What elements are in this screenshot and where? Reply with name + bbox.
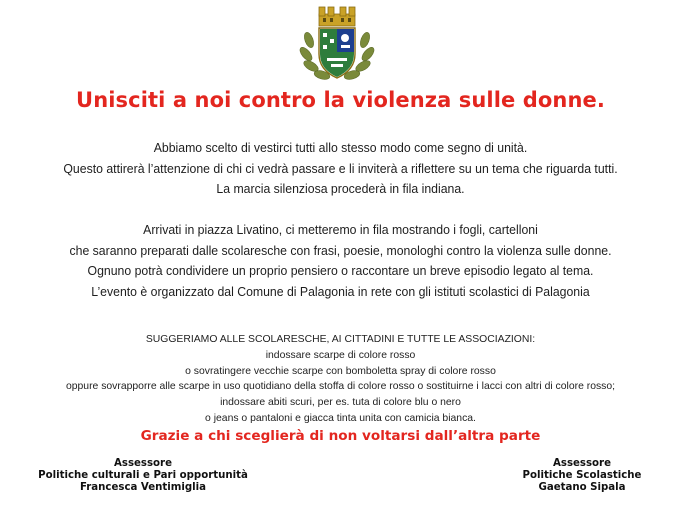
event-line: Arrivati in piazza Livatino, ci metteremo in fila mostrando i fogli, cartelloni [143, 222, 538, 237]
event-line: L’evento è organizzato dal Comune di Palagonia in rete con gli istituti scolastici di Palagonia [91, 283, 590, 299]
suggestions-heading: SUGGERIAMO ALLE SCOLARESCHE, AI CITTADINI E TUTTE LE ASSOCIAZIONI: [145, 334, 536, 345]
signature-role: Assessore [553, 458, 611, 469]
suggestions-block [0, 332, 681, 427]
suggestion-line: o sovratingere vecchie scarpe con bomboletta spray di colore rosso [185, 365, 496, 377]
suggestion-line: oppure sovrapporre alle scarpe in uso quotidiano della stoffa di colore rosso o sostituirne i lacci con altri di colore rosso; [65, 381, 616, 393]
signature-left [32, 458, 254, 495]
suggestion-line: o jeans o pantaloni e giacca tinta unita con camicia bianca. [205, 412, 476, 424]
signature-name: Francesca Ventimiglia [79, 482, 207, 494]
event-line: che saranno preparati dalle scolaresche con frasi, poesie, monologhi contro la violenza sulle donne. [69, 242, 612, 258]
signature-department: Politiche culturali e Pari opportunità [38, 470, 248, 482]
event-paragraph [0, 220, 681, 302]
signature-name: Gaetano Sipala [538, 482, 626, 494]
intro-line: Abbiamo scelto di vestirci tutti allo stesso modo come segno di unità. [153, 140, 528, 155]
signature-department: Politiche Scolastiche [522, 470, 642, 482]
municipal-crest-icon [297, 2, 377, 84]
thanks-message: Grazie a chi sceglierà di non voltarsi dall’altra parte [140, 428, 541, 444]
event-line: Ognuno potrà condividere un proprio pensiero o raccontare un breve episodio legato al tema. [87, 263, 594, 278]
signature-role: Assessore [114, 458, 172, 469]
headline: Unisciti a noi contro la violenza sulle donne. [76, 88, 605, 112]
intro-paragraph [0, 138, 681, 200]
signature-right [500, 458, 664, 495]
suggestion-line: indossare abiti scuri, per es. tuta di colore blu o nero [220, 397, 461, 409]
suggestion-line: indossare scarpe di colore rosso [265, 349, 416, 361]
intro-line: La marcia silenziosa procederà in fila indiana. [216, 181, 465, 196]
intro-line: Questo attirerà l’attenzione di chi ci vedrà passare e li inviterà a riflettere su un tema che riguarda tutti. [63, 160, 618, 176]
